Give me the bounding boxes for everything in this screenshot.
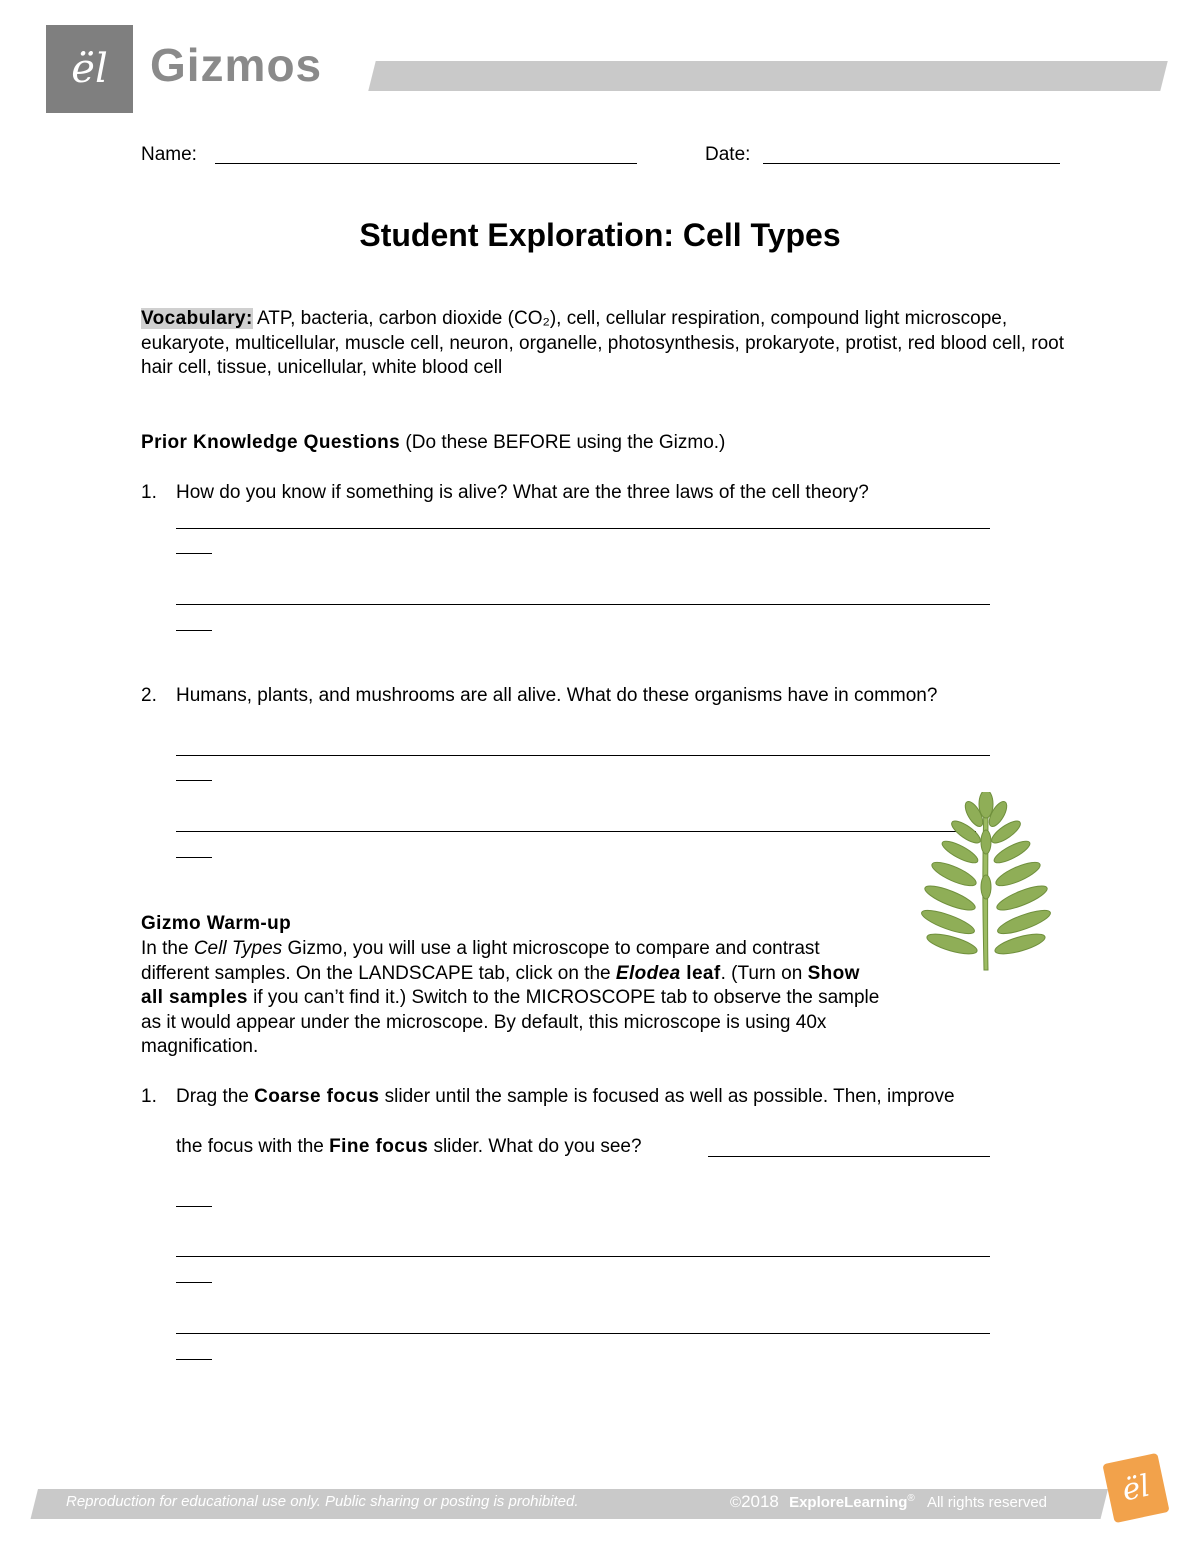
answer-line-tail — [176, 857, 212, 858]
answer-line-tail — [176, 1206, 212, 1207]
coarse-focus-term: Coarse focus — [254, 1086, 380, 1107]
show-all-samples-term: Show all samples — [141, 962, 860, 1008]
elodea-plant-icon — [910, 792, 1055, 972]
answer-line — [708, 1156, 990, 1157]
answer-line — [176, 528, 990, 529]
answer-line-tail — [176, 780, 212, 781]
name-line — [215, 163, 637, 164]
explorelearning-corner-logo: ël — [1102, 1453, 1169, 1523]
vocabulary-label: Vocabulary: — [141, 308, 253, 329]
warmup-heading-text: Gizmo Warm-up — [141, 913, 292, 934]
warmup-question-1-line2: the focus with the Fine focus slider. What do you see? — [176, 1136, 642, 1157]
footer-copyright: ©2018 ExploreLearning® All rights reserved — [730, 1492, 1048, 1511]
answer-line — [176, 1333, 990, 1334]
header-bar — [368, 61, 1167, 91]
company-name: ExploreLearning — [789, 1494, 908, 1511]
name-label: Name: — [141, 144, 197, 165]
answer-line — [176, 831, 976, 832]
answer-line — [176, 604, 990, 605]
brand-name: Gizmos — [150, 39, 323, 91]
answer-line — [176, 755, 990, 756]
gizmo-name: Cell Types — [193, 938, 283, 959]
answer-line-tail — [176, 1282, 212, 1283]
warmup-paragraph — [141, 937, 886, 1060]
warmup-text: . (Turn on — [720, 962, 808, 984]
warmup-text: In the — [141, 938, 194, 959]
answer-line-tail — [176, 553, 212, 554]
prior-question-2: Humans, plants, and mushrooms are all alive. What do these organisms have in common? — [176, 685, 938, 706]
elodea-term: Elodea — [615, 962, 681, 984]
prior-knowledge-heading — [141, 431, 725, 456]
question-number: 2. — [141, 685, 157, 706]
prior-heading-note: (Do these BEFORE using the Gizmo.) — [400, 432, 726, 453]
answer-line — [176, 1256, 990, 1257]
question-number: 1. — [141, 1086, 157, 1107]
copyright-year: 2018 — [741, 1492, 779, 1511]
warmup-text: Gizmo, you will use a light microscope to compare and contrast different samples. On the LANDSCAPE tab, click on the — [141, 938, 820, 984]
warmup-heading — [141, 912, 291, 937]
fine-focus-term: Fine focus — [329, 1136, 429, 1157]
footer-notice: Reproduction for educational use only. Public sharing or posting is prohibited. — [66, 1493, 579, 1510]
answer-line-tail — [176, 630, 212, 631]
prior-heading-text: Prior Knowledge Questions — [141, 432, 401, 453]
vocabulary-paragraph — [141, 307, 1071, 381]
warmup-text: if you can’t find it.) Switch to the MICROSCOPE tab to observe the sample as it would appear under the microscope. By default, this microscope is using 40x magnification. — [141, 987, 880, 1057]
rights-text: All rights reserved — [926, 1494, 1048, 1511]
prior-question-1: How do you know if something is alive? What are the three laws of the cell theory? — [176, 482, 869, 503]
date-label: Date: — [705, 144, 751, 165]
leaf-term: leaf — [680, 962, 721, 984]
warmup-question-1-line1: Drag the Coarse focus slider until the sample is focused as well as possible. Then, improve — [176, 1086, 955, 1107]
explorelearning-logo: ël — [46, 25, 133, 113]
answer-line-tail — [176, 1359, 212, 1360]
vocabulary-list: ATP, bacteria, carbon dioxide (CO₂), cell, cellular respiration, compound light microscope, eukaryote, multicellular, muscle cell, neuron, organelle, photosynthesis, prokaryote, protist, red blood cell, root hair cell, tissue, unicellular, white blood cell — [141, 308, 1065, 378]
date-line — [763, 163, 1060, 164]
question-number: 1. — [141, 482, 157, 503]
page-title: Student Exploration: Cell Types — [359, 217, 841, 253]
